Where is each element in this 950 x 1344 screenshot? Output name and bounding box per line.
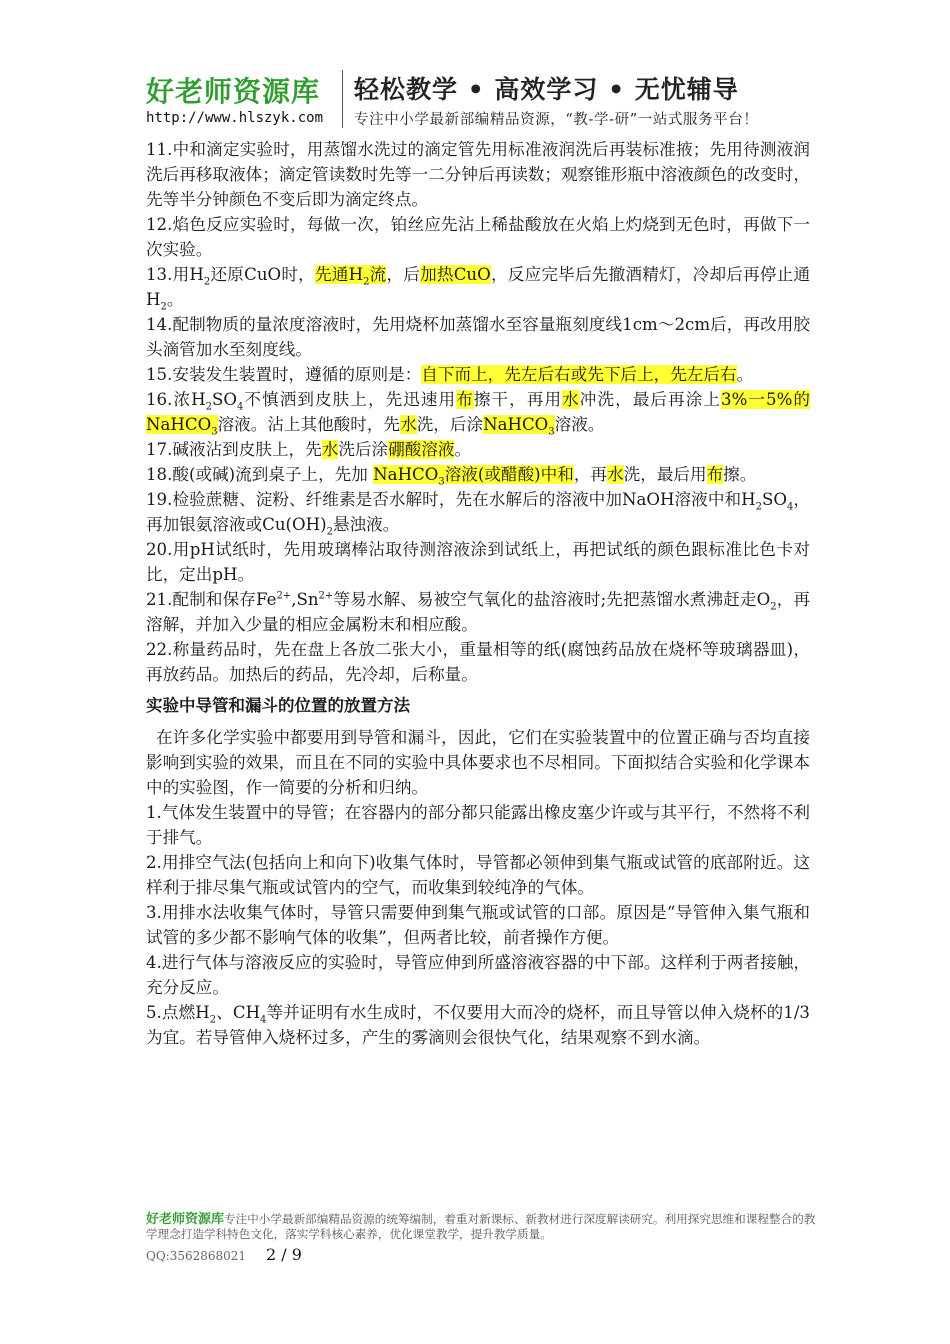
page-number: 2 / 9 <box>266 1245 302 1264</box>
site-url[interactable]: http://www.hlszyk.com <box>146 110 324 126</box>
highlight: 水 <box>400 415 417 434</box>
highlight: 加热CuO <box>420 265 491 284</box>
site-slogan: 轻松教学 • 高效学习 • 无忧辅导 <box>354 75 739 104</box>
highlight: 水 <box>607 465 624 484</box>
list-item: 17.碱液沾到皮肤上，先水洗后涂硼酸溶液。 <box>146 440 472 459</box>
list-item: 4.进行气体与溶液反应的实验时，导管应伸到所盛溶液容器的中下部。这样利于两者接触，充分反应。 <box>146 953 810 997</box>
footer-text: 专注中小学最新部编精品资源的统筹编制，着重对新课标、新教材进行深度解读研究。利用探究思维和课程整合的教学理念打造学科特色文化，落实学科核心素养，优化课堂教学，提升教学质量。 <box>146 1212 816 1241</box>
list-item: 14.配制物质的量浓度溶液时，先用烧杯加蒸馏水至容量瓶刻度线1cm～2cm后，再改用胶头滴管加水至刻度线。 <box>146 315 810 359</box>
highlight: 硼酸溶液 <box>388 440 455 459</box>
section-title: 实验中导管和漏斗的位置的放置方法 <box>146 696 410 715</box>
document-body <box>146 137 810 1050</box>
list-item: 2.用排空气法(包括向上和向下)收集气体时，导管都必领伸到集气瓶或试管的底部附近。这样利于排尽集气瓶或试管内的空气，而收集到较纯净的气体。 <box>146 853 810 897</box>
footer-qq: QQ:3562868021 <box>146 1249 247 1263</box>
highlight: 自下而上，先左后右或先下后上，先左后右 <box>421 365 737 384</box>
site-brand: 好老师资源库 <box>146 75 321 108</box>
highlight: NaHCO$_3$ <box>483 415 555 438</box>
list-item: 12.焰色反应实验时，每做一次，铂丝应先沾上稀盐酸放在火焰上灼烧到无色时，再做下一次实验。 <box>146 215 810 259</box>
highlight: NaHCO$_3$溶液(或醋酸)中和 <box>373 465 574 488</box>
list-item: 1.气体发生装置中的导管；在容器内的部分都只能露出橡皮塞少许或与其平行，不然将不利于排气。 <box>146 803 810 847</box>
section-intro: 在许多化学实验中都要用到导管和漏斗，因此，它们在实验装置中的位置正确与否均直接影响到实验的效果，而且在不同的实验中具体要求也不尽相同。下面拟结合实验和化学课本中的实验图，作一简要的分析和归纳。 <box>146 728 810 797</box>
footer-brand: 好老师资源库 <box>146 1212 225 1227</box>
list-item: 13.用$H_2$还原CuO时，先通$H_2$流，后加热CuO，反应完毕后先撤酒精灯，冷却后再停止通$H_2$。 <box>146 265 811 313</box>
list-item: 20.用pH试纸时，先用玻璃棒沾取待测溶液涂到试纸上，再把试纸的颜色跟标准比色卡对比，定出pH。 <box>146 540 810 584</box>
list-item: 3.用排水法收集气体时，导管只需要伸到集气瓶或试管的口部。原因是“导管伸入集气瓶和试管的多少都不影响气体的收集”，但两者比较，前者操作方便。 <box>146 903 810 947</box>
highlight: 布 <box>456 390 474 409</box>
highlight: 先通$H_2$流 <box>314 265 387 288</box>
header-divider <box>342 70 343 128</box>
list-item: 5.点燃$H_2$、$CH_4$等并证明有水生成时，不仅要用大而冷的烧杯，而且导管以伸入烧杯的1/3为宜。若导管伸入烧杯过多，产生的雾滴则会很快气化，结果观察不到水滴。 <box>146 1003 810 1047</box>
highlight: 布 <box>706 465 724 484</box>
site-tagline: 专注中小学最新部编精品资源，“教-学-研”一站式服务平台！ <box>354 112 759 128</box>
highlight: 水 <box>321 440 339 459</box>
list-item: 18.酸(或碱)流到桌子上，先加 NaHCO$_3$溶液(或醋酸)中和，再水洗，最后用布擦。 <box>146 465 757 488</box>
highlight: 水 <box>562 390 580 409</box>
list-item: 22.称量药品时，先在盘上各放二张大小，重量相等的纸(腐蚀药品放在烧杯等玻璃器皿)，再放药品。加热后的药品，先冷却，后称量。 <box>146 640 810 684</box>
list-item: 21.配制和保存$Fe^{2+},Sn^{2+}$等易水解、易被空气氧化的盐溶液时;先把蒸馏水煮沸赶走$O_2$，再溶解，并加入少量的相应金属粉末和相应酸。 <box>146 590 810 634</box>
list-item: 16.浓$H_2SO_4$不慎洒到皮肤上，先迅速用布擦干，再用水冲洗，最后再涂上3%一5%的 NaHCO$_3$溶液。沾上其他酸时，先水洗，后涂NaHCO$_3$溶液。 <box>146 390 811 438</box>
list-item: 11.中和滴定实验时，用蒸馏水洗过的滴定管先用标准液润洗后再装标准掖；先用待测液润洗后再移取液体；滴定管读数时先等一二分钟后再读数；观察锥形瓶中溶液颜色的改变时，先等半分钟颜色不变后即为滴定终点。 <box>146 140 810 209</box>
highlight: 3%一5%的 NaHCO$_3$ <box>146 390 811 438</box>
list-item: 15.安装发生装置时，遵循的原则是：自下而上，先左后右或先下后上，先左后右。 <box>146 365 754 384</box>
footer-note <box>146 1212 826 1242</box>
list-item: 19.检验蔗糖、淀粉、纤维素是否水解时，先在水解后的溶液中加NaOH溶液中和$H_2SO_4$，再加银氨溶液或$Cu(OH)_2$悬浊液。 <box>146 490 810 538</box>
